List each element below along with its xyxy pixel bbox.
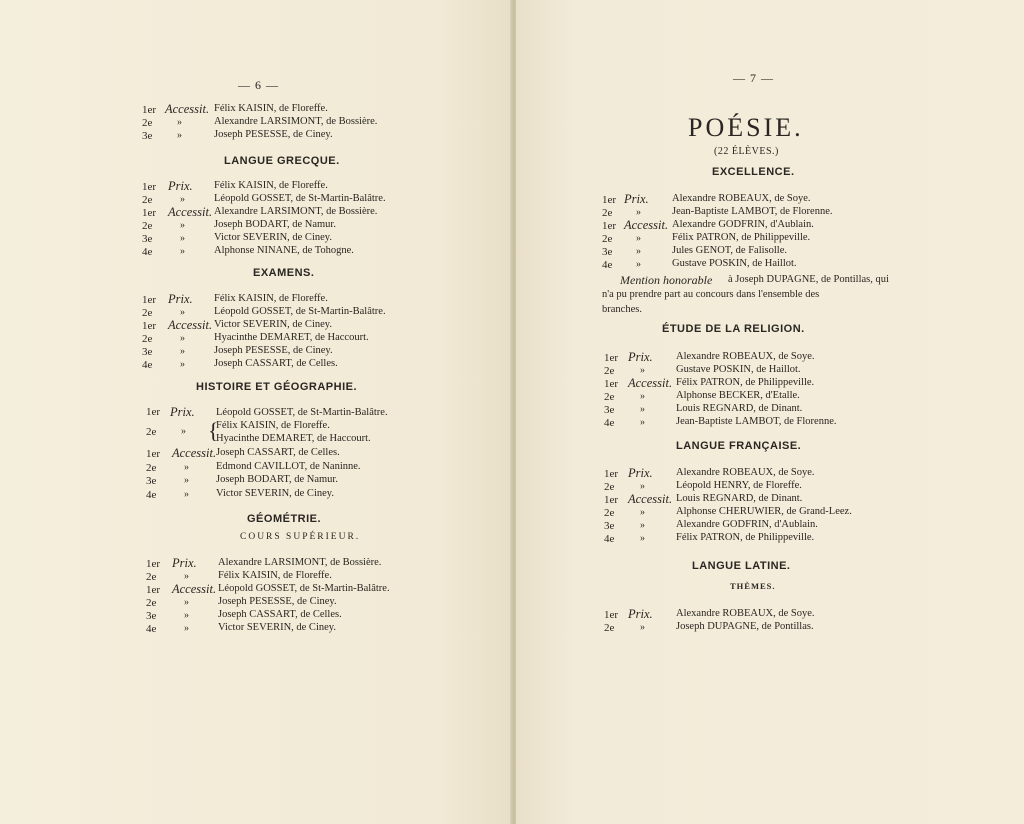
rank: 1er [142, 181, 157, 193]
rank: 1er [142, 320, 157, 332]
rank: 1er [602, 194, 617, 206]
page-title: POÉSIE. [688, 113, 804, 142]
ditto-mark: » [640, 507, 645, 518]
student-name: Félix PATRON, de Philippeville. [676, 377, 815, 388]
student-name: Joseph BODART, de Namur. [216, 474, 338, 485]
ditto-mark: » [180, 307, 185, 318]
student-name: Gustave POSKIN, de Haillot. [676, 364, 801, 375]
student-name: Félix KAISIN, de Floreffe. [216, 420, 330, 431]
award-label: Accessit. [165, 102, 210, 116]
student-name: Victor SEVERIN, de Ciney. [216, 487, 334, 499]
mention-label: Mention honorable [620, 273, 713, 287]
ditto-mark: » [184, 475, 189, 486]
ditto-mark: » [180, 246, 185, 257]
student-name: Victor SEVERIN, de Ciney. [218, 622, 336, 633]
ditto-mark: » [640, 391, 645, 402]
rank: 2e [604, 391, 615, 403]
ditto-mark: » [180, 359, 185, 370]
rank: 4e [142, 359, 153, 371]
award-label: Prix. [628, 466, 653, 480]
rank: 1er [604, 494, 619, 506]
student-name: Louis REGNARD, de Dinant. [676, 403, 803, 414]
mention-text: à Joseph DUPAGNE, de Pontillas, qui [728, 274, 889, 285]
rank: 1er [142, 294, 157, 306]
rank: 2e [142, 333, 153, 345]
student-name: Joseph PESESSE, de Ciney. [214, 129, 333, 140]
mention-text: branches. [602, 304, 642, 315]
rank: 1er [146, 448, 161, 460]
section-title-excellence: EXCELLENCE. [712, 166, 795, 178]
ditto-mark: » [180, 194, 185, 205]
section-title-langue-francaise: LANGUE FRANÇAISE. [676, 440, 802, 452]
student-count: (22 ÉLÈVES.) [714, 146, 779, 157]
student-name: Félix KAISIN, de Floreffe. [214, 293, 328, 304]
rank: 1er [604, 468, 619, 480]
page-number: — 6 — [238, 78, 279, 92]
ditto-mark: » [636, 207, 641, 218]
student-name: Léopold GOSSET, de St-Martin-Balâtre. [214, 193, 386, 204]
rank: 1er [604, 352, 619, 364]
ditto-mark: » [177, 130, 182, 141]
student-name: Joseph BODART, de Namur. [214, 219, 336, 230]
ditto-mark: » [177, 117, 182, 128]
student-name: Alexandre LARSIMONT, de Bossière. [214, 116, 378, 127]
student-name: Joseph PESESSE, de Ciney. [218, 596, 337, 607]
award-label: Accessit. [172, 582, 217, 596]
rank: 1er [602, 220, 617, 232]
student-name: Alexandre ROBEAUX, de Soye. [676, 351, 815, 362]
ditto-mark: » [180, 233, 185, 244]
rank: 3e [146, 610, 157, 622]
award-label: Prix. [628, 607, 653, 621]
ditto-mark: » [184, 623, 189, 634]
rank: 4e [146, 488, 157, 501]
section-title-langue-grecque: LANGUE GRECQUE. [224, 155, 340, 167]
section-title-langue-latine: LANGUE LATINE. [692, 560, 791, 572]
award-label: Accessit. [168, 318, 213, 332]
rank: 1er [604, 609, 619, 621]
student-name: Alexandre ROBEAUX, de Soye. [676, 467, 815, 478]
rank: 4e [146, 623, 157, 635]
student-name: Joseph CASSART, de Celles. [216, 447, 340, 458]
rank: 4e [602, 259, 613, 271]
rank: 3e [604, 520, 615, 532]
student-name: Alphonse CHERUWIER, de Grand-Leez. [676, 506, 852, 517]
student-name: Joseph CASSART, de Celles. [218, 609, 342, 620]
rank: 3e [602, 246, 613, 258]
rank: 2e [604, 622, 615, 634]
student-name: Joseph CASSART, de Celles. [214, 358, 338, 369]
award-label: Accessit. [172, 446, 217, 460]
award-label: Prix. [168, 179, 193, 193]
student-name: Jean-Baptiste LAMBOT, de Florenne. [676, 416, 837, 427]
student-name: Félix KAISIN, de Floreffe. [214, 180, 328, 191]
student-name: Félix KAISIN, de Floreffe. [218, 570, 332, 581]
student-name: Hyacinthe DEMARET, de Haccourt. [214, 332, 369, 343]
student-name: Léopold GOSSET, de St-Martin-Balâtre. [218, 583, 390, 594]
ditto-mark: » [180, 346, 185, 357]
student-name: Victor SEVERIN, de Ciney. [214, 319, 332, 330]
ditto-mark: » [180, 333, 185, 344]
award-label: Prix. [168, 292, 193, 306]
ditto-mark: » [181, 426, 186, 437]
ditto-mark: » [184, 571, 189, 582]
rank: 1er [146, 406, 161, 418]
student-name: Louis REGNARD, de Dinant. [676, 493, 803, 504]
rank: 2e [146, 597, 157, 609]
rank: 2e [146, 571, 157, 583]
ditto-mark: » [184, 488, 189, 500]
rank: 2e [604, 507, 615, 519]
student-name: Gustave POSKIN, de Haillot. [672, 258, 797, 269]
rank: 4e [604, 417, 615, 429]
ditto-mark: » [640, 520, 645, 531]
award-label: Prix. [170, 405, 195, 419]
ditto-mark: » [636, 233, 641, 244]
rank: 2e [602, 233, 613, 245]
rank: 2e [146, 426, 157, 438]
rank: 4e [604, 533, 615, 545]
rank: 2e [604, 481, 615, 493]
award-label: Accessit. [168, 205, 213, 219]
rank: 2e [142, 117, 153, 129]
student-name: Alexandre LARSIMONT, de Bossière. [214, 206, 378, 217]
award-label: Accessit. [624, 218, 669, 232]
award-label: Accessit. [628, 376, 673, 390]
student-name: Félix PATRON, de Philippeville. [672, 232, 811, 243]
student-name: Hyacinthe DEMARET, de Haccourt. [216, 433, 371, 444]
student-name: Félix PATRON, de Philippeville. [676, 532, 815, 543]
rank: 2e [602, 207, 613, 219]
student-name: Alphonse NINANE, de Tohogne. [214, 245, 354, 256]
ditto-mark: » [640, 481, 645, 492]
mention-text: n'a pu prendre part au concours dans l'ensemble des [602, 289, 820, 300]
student-name: Alexandre LARSIMONT, de Bossière. [218, 557, 382, 568]
rank: 1er [604, 378, 619, 390]
award-label: Prix. [628, 350, 653, 364]
ditto-mark: » [640, 365, 645, 376]
student-name: Joseph PESESSE, de Ciney. [214, 345, 333, 356]
student-name: Léopold GOSSET, de St-Martin-Balâtre. [214, 306, 386, 317]
student-name: Léopold HENRY, de Floreffe. [676, 480, 802, 491]
rank: 2e [146, 461, 157, 474]
student-name: Alexandre GODFRIN, d'Aublain. [672, 219, 814, 230]
student-name: Jules GENOT, de Falisolle. [672, 245, 787, 256]
brace-icon: { [208, 418, 219, 443]
section-title-histoire-geographie: HISTOIRE ET GÉOGRAPHIE. [196, 381, 358, 393]
ditto-mark: » [636, 246, 641, 257]
section-subtitle: COURS SUPÉRIEUR. [240, 532, 361, 542]
student-name: Edmond CAVILLOT, de Naninne. [216, 460, 361, 472]
rank: 2e [142, 307, 153, 319]
rank: 3e [142, 346, 153, 358]
rank: 1er [142, 104, 157, 116]
rank: 1er [146, 584, 161, 596]
section-title-examens: EXAMENS. [253, 267, 315, 279]
section-title-religion: ÉTUDE DE LA RELIGION. [662, 323, 805, 335]
rank: 3e [142, 233, 153, 245]
ditto-mark: » [184, 461, 189, 473]
student-name: Alphonse BECKER, d'Etalle. [676, 390, 800, 401]
ditto-mark: » [184, 597, 189, 608]
student-name: Joseph DUPAGNE, de Pontillas. [676, 621, 814, 632]
student-name: Alexandre GODFRIN, d'Aublain. [676, 519, 818, 530]
rank: 2e [604, 365, 615, 377]
rank: 4e [142, 246, 153, 258]
award-label: Prix. [172, 556, 197, 570]
ditto-mark: » [640, 622, 645, 633]
student-name: Jean-Baptiste LAMBOT, de Florenne. [672, 206, 833, 217]
ditto-mark: » [184, 610, 189, 621]
rank: 1er [142, 207, 157, 219]
rank: 3e [142, 130, 153, 142]
student-name: Félix KAISIN, de Floreffe. [214, 103, 328, 114]
ditto-mark: » [640, 533, 645, 544]
rank: 3e [604, 404, 615, 416]
award-label: Accessit. [628, 492, 673, 506]
rank: 3e [146, 475, 157, 487]
student-name: Alexandre ROBEAUX, de Soye. [672, 193, 811, 204]
section-subtitle: THÈMES. [730, 581, 776, 591]
student-name: Léopold GOSSET, de St-Martin-Balâtre. [216, 407, 388, 418]
right-page [516, 0, 1024, 824]
student-name: Victor SEVERIN, de Ciney. [214, 232, 332, 243]
student-name: Alexandre ROBEAUX, de Soye. [676, 608, 815, 619]
ditto-mark: » [180, 220, 185, 231]
ditto-mark: » [636, 259, 641, 270]
rank: 1er [146, 558, 161, 570]
page-number: — 7 — [733, 71, 774, 85]
award-label: Prix. [624, 192, 649, 206]
section-title-geometrie: GÉOMÉTRIE. [247, 513, 322, 525]
rank: 2e [142, 194, 153, 206]
ditto-mark: » [640, 404, 645, 415]
rank: 2e [142, 220, 153, 232]
ditto-mark: » [640, 417, 645, 428]
